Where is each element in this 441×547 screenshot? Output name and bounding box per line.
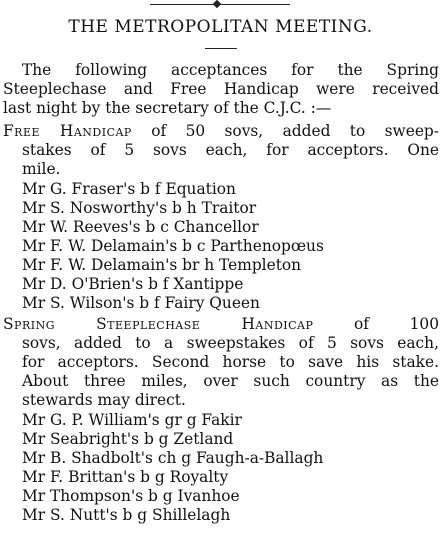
race-description-line: About three miles, over such country as the (22, 372, 439, 390)
race-description-line: for acceptors. Second horse to save his stake. (22, 353, 439, 371)
ornamental-rule (150, 4, 290, 5)
entry-line: Mr S. Nosworthy's b h Traitor (22, 199, 257, 217)
race-description-line: stakes of 5 sovs each, for acceptors. One (22, 141, 439, 159)
entry-line: Mr F. W. Delamain's br h Templeton (22, 256, 302, 274)
article-title: THE METROPOLITAN MEETING. (68, 17, 373, 37)
race-description-line: sovs, added to a sweepstakes of 5 sovs each, (22, 334, 439, 352)
title-divider (205, 48, 237, 49)
entry-line: Mr Seabright's b g Zetland (22, 430, 234, 448)
intro-line: Steeplechase and Free Handicap were received (3, 80, 439, 98)
intro-line: last night by the secretary of the C.J.C. :— (3, 99, 332, 117)
race-heading (3, 122, 439, 141)
race-description-line: mile. (22, 160, 61, 178)
entry-line: Mr Thompson's b g Ivanhoe (22, 487, 240, 505)
entry-line: Mr F. W. Delamain's b c Parthenopœus (22, 237, 324, 255)
race-heading (3, 315, 439, 334)
race-terms: of 50 sovs, added to sweep- (131, 122, 439, 140)
entry-line: Mr F. Brittan's b g Royalty (22, 468, 229, 486)
race-terms: of 100 (313, 315, 439, 333)
entry-line: Mr B. Shadbolt's ch g Faugh-a-Ballagh (22, 449, 324, 467)
entry-line: Mr S. Wilson's b f Fairy Queen (22, 294, 260, 312)
race-name: Free Handicap (3, 122, 132, 140)
race-name: Spring Steeplechase Handicap (3, 315, 314, 333)
entry-line: Mr G. Fraser's b f Equation (22, 180, 236, 198)
entry-line: Mr W. Reeves's b c Chancellor (22, 218, 259, 236)
entry-line: Mr G. P. William's gr g Fakir (22, 411, 242, 429)
entry-line: Mr D. O'Brien's b f Xantippe (22, 275, 244, 293)
intro-line: The following acceptances for the Spring (22, 61, 439, 79)
race-description-line: stewards may direct. (22, 391, 186, 409)
entry-line: Mr S. Nutt's b g Shillelagh (22, 506, 231, 524)
